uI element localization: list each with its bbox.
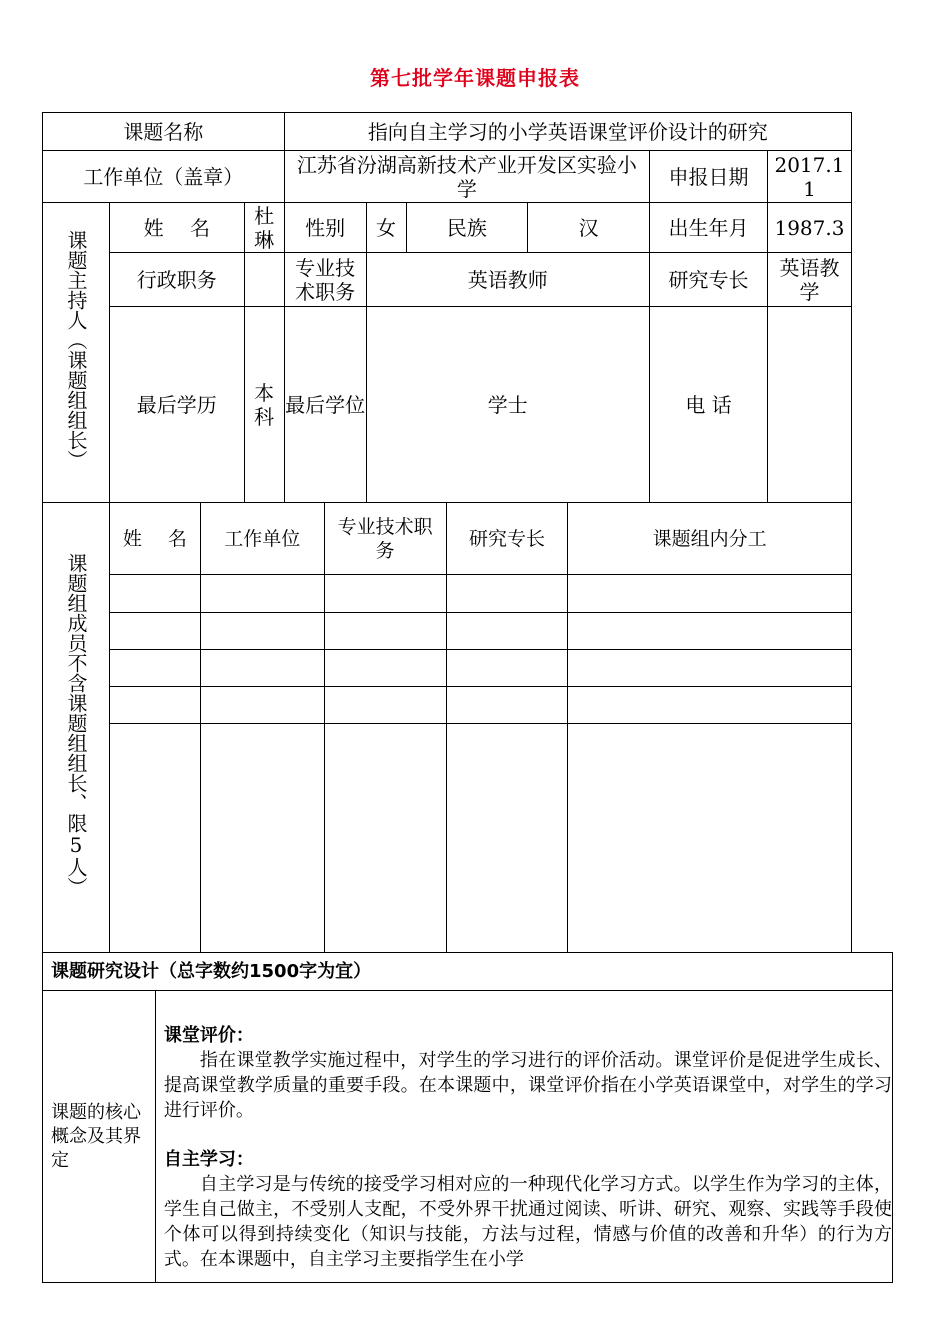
work-unit-value: 江苏省汾湖高新技术产业开发区实验小学 (284, 151, 649, 203)
admin-post-label: 行政职务 (109, 253, 244, 307)
topic-name-value: 指向自主学习的小学英语课堂评价设计的研究 (284, 113, 851, 151)
table-row (43, 650, 852, 687)
design-header: 课题研究设计（总字数约1500字为宜） (43, 953, 893, 991)
member-title-header: 专业技术职务 (324, 503, 446, 575)
table-row (43, 687, 852, 724)
member-role-header: 课题组内分工 (568, 503, 852, 575)
ethnicity-value: 汉 (528, 203, 650, 253)
concept-heading-2: 自主学习： (163, 1149, 254, 1170)
core-concept-label-text: 课题的核心概念及其界定 (51, 1101, 141, 1171)
table-row (43, 613, 852, 650)
apply-date-label: 申报日期 (650, 151, 768, 203)
members-label-text: 课题组成员不含课题组组长、限5人） (63, 552, 88, 897)
research-specialty-label: 研究专长 (650, 253, 768, 307)
phone-value (767, 307, 851, 503)
last-degree-value: 学士 (366, 307, 650, 503)
member-unit-header: 工作单位 (200, 503, 324, 575)
birth-value: 1987.3 (767, 203, 851, 253)
gender-value: 女 (366, 203, 406, 253)
core-concept-label (43, 991, 156, 1283)
phone-label: 电 话 (650, 307, 768, 503)
applicant-table (42, 112, 852, 503)
gender-label: 性别 (284, 203, 366, 253)
member-specialty-header: 研究专长 (446, 503, 568, 575)
design-table (42, 952, 893, 1283)
pro-title-value: 英语教师 (366, 253, 650, 307)
concept-paragraph-1: 指在课堂教学实施过程中，对学生的学习进行的评价活动。课堂评价是促进学生成长、提高课堂教学质量的重要手段。在本课题中，课堂评价指在小学英语课堂中，对学生的学习进行评价。 (163, 1050, 892, 1121)
work-unit-label: 工作单位（盖章） (43, 151, 285, 203)
core-concept-content (155, 991, 892, 1283)
name-value: 杜琳 (244, 203, 284, 253)
last-education-value: 本科 (244, 307, 284, 503)
members-label (43, 503, 110, 953)
concept-heading-1: 课堂评价： (163, 1025, 254, 1046)
host-label (43, 203, 110, 503)
ethnicity-label: 民族 (406, 203, 528, 253)
birth-label: 出生年月 (650, 203, 768, 253)
form-title: 第七批学年课题申报表 (370, 66, 580, 90)
pro-title-label: 专业技术职务 (284, 253, 366, 307)
admin-post-value (244, 253, 284, 307)
research-specialty-value: 英语教学 (767, 253, 851, 307)
last-degree-label: 最后学位 (284, 307, 366, 503)
topic-name-label: 课题名称 (43, 113, 285, 151)
concept-paragraph-2: 自主学习是与传统的接受学习相对应的一种现代化学习方式。以学生作为学习的主体，学生自己做主，不受别人支配，不受外界干扰通过阅读、听讲、研究、观察、实践等手段使个体可以得到持续变化（知识与技能，方法与过程，情感与价值的改善和升华）的行为方式。在本课题中，自主学习主要指学生在小学 (163, 1174, 892, 1270)
members-table (42, 502, 852, 953)
table-row (43, 724, 852, 953)
apply-date-value: 2017.11 (767, 151, 851, 203)
name-label: 姓 名 (109, 203, 244, 253)
last-education-label: 最后学历 (109, 307, 244, 503)
member-name-header: 姓 名 (109, 503, 200, 575)
host-label-text: 课题主持人（课题组组长） (63, 230, 88, 470)
table-row (43, 575, 852, 613)
